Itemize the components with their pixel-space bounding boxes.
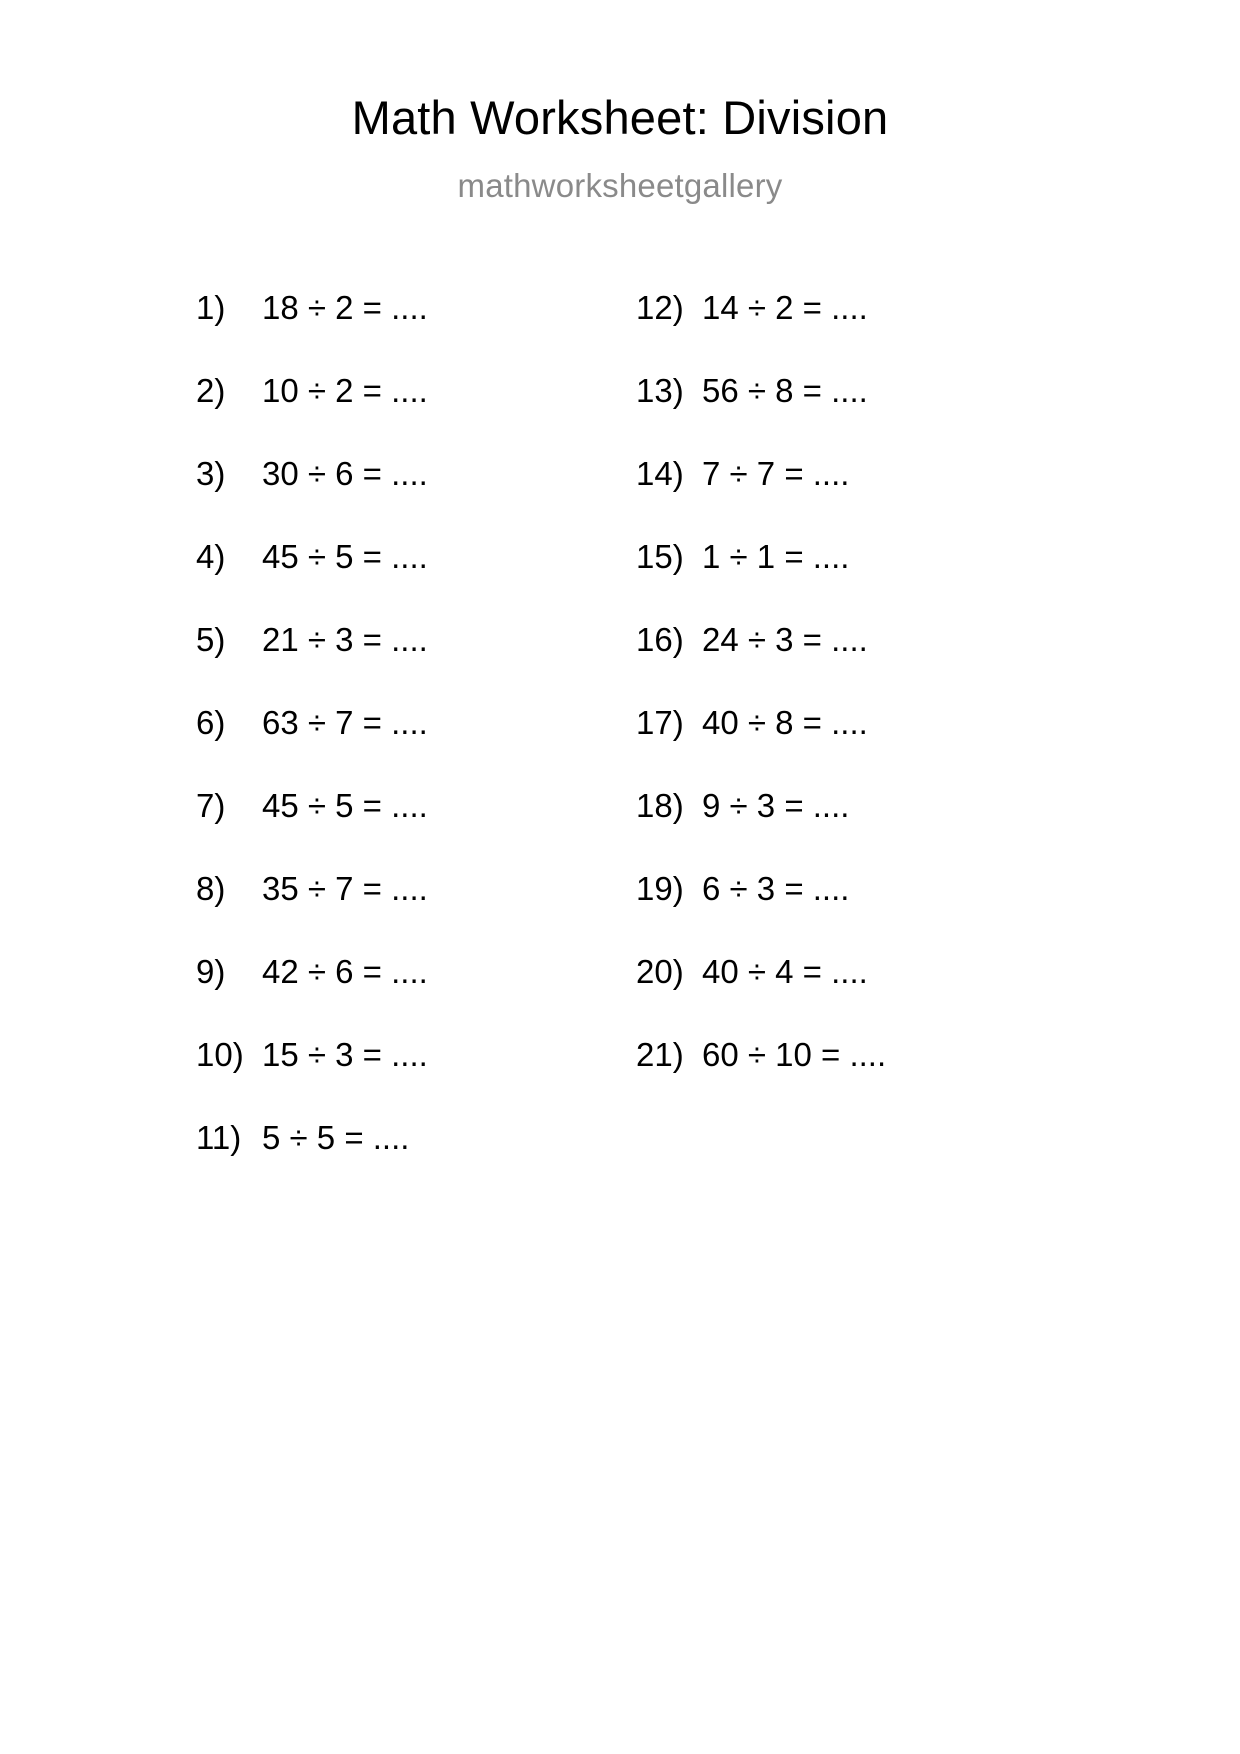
problem-expression: 63 ÷ 7 = ....: [262, 704, 428, 741]
problem-item: [196, 1038, 496, 1121]
problem-number: 17): [636, 704, 684, 741]
problem-item: [196, 1121, 496, 1204]
problem-number: 9): [196, 953, 226, 990]
problem-item: [636, 789, 996, 872]
problem-expression: 42 ÷ 6 = ....: [262, 953, 428, 990]
problem-number: 4): [196, 538, 226, 575]
problem-number: 6): [196, 704, 226, 741]
problem-expression: 24 ÷ 3 = ....: [702, 621, 868, 658]
problem-item: [196, 291, 496, 374]
problem-expression: 21 ÷ 3 = ....: [262, 621, 428, 658]
problem-expression: 15 ÷ 3 = ....: [262, 1036, 428, 1073]
problem-number: 7): [196, 787, 226, 824]
problem-number: 15): [636, 538, 684, 575]
problem-number: 5): [196, 621, 226, 658]
problem-expression: 45 ÷ 5 = ....: [262, 787, 428, 824]
problem-number: 1): [196, 289, 226, 326]
problem-item: [636, 1038, 996, 1121]
page-subtitle: mathworksheetgallery: [457, 167, 783, 204]
problem-number: 8): [196, 870, 226, 907]
problem-number: 16): [636, 621, 684, 658]
problem-item: [636, 872, 996, 955]
problem-number: 20): [636, 953, 684, 990]
problem-item: [196, 457, 496, 540]
problem-expression: 30 ÷ 6 = ....: [262, 455, 428, 492]
problem-number: 10): [196, 1036, 244, 1073]
problem-expression: 45 ÷ 5 = ....: [262, 538, 428, 575]
problem-number: 11): [196, 1119, 242, 1156]
problem-item: [636, 457, 996, 540]
problem-expression: 40 ÷ 4 = ....: [702, 953, 868, 990]
problem-number: 19): [636, 870, 684, 907]
problem-number: 2): [196, 372, 226, 409]
problem-item: [196, 955, 496, 1038]
problem-number: 12): [636, 289, 684, 326]
problem-number: 18): [636, 787, 684, 824]
problem-item: [196, 706, 496, 789]
problem-column-left: [196, 291, 496, 1204]
problem-item: [636, 623, 996, 706]
problem-expression: 9 ÷ 3 = ....: [702, 787, 850, 824]
problem-expression: 14 ÷ 2 = ....: [702, 289, 868, 326]
problem-expression: 18 ÷ 2 = ....: [262, 289, 428, 326]
problem-columns: [0, 291, 1240, 1204]
problem-number: 21): [636, 1036, 684, 1073]
problem-expression: 1 ÷ 1 = ....: [702, 538, 850, 575]
problem-item: [196, 540, 496, 623]
problem-item: [196, 374, 496, 457]
problem-expression: 56 ÷ 8 = ....: [702, 372, 868, 409]
problem-expression: 35 ÷ 7 = ....: [262, 870, 428, 907]
problem-number: 3): [196, 455, 226, 492]
problem-number: 14): [636, 455, 684, 492]
problem-item: [636, 706, 996, 789]
problem-expression: 10 ÷ 2 = ....: [262, 372, 428, 409]
problem-column-right: [636, 291, 996, 1204]
problem-item: [196, 623, 496, 706]
problem-item: [196, 789, 496, 872]
problem-item: [636, 374, 996, 457]
page-title: Math Worksheet: Division: [351, 91, 889, 144]
problem-expression: 60 ÷ 10 = ....: [702, 1036, 887, 1073]
problem-expression: 6 ÷ 3 = ....: [702, 870, 850, 907]
problem-item: [636, 291, 996, 374]
problem-expression: 7 ÷ 7 = ....: [702, 455, 850, 492]
problem-number: 13): [636, 372, 684, 409]
problem-item: [636, 540, 996, 623]
problem-expression: 5 ÷ 5 = ....: [262, 1119, 410, 1156]
problem-expression: 40 ÷ 8 = ....: [702, 704, 868, 741]
problem-item: [636, 955, 996, 1038]
problem-item: [196, 872, 496, 955]
